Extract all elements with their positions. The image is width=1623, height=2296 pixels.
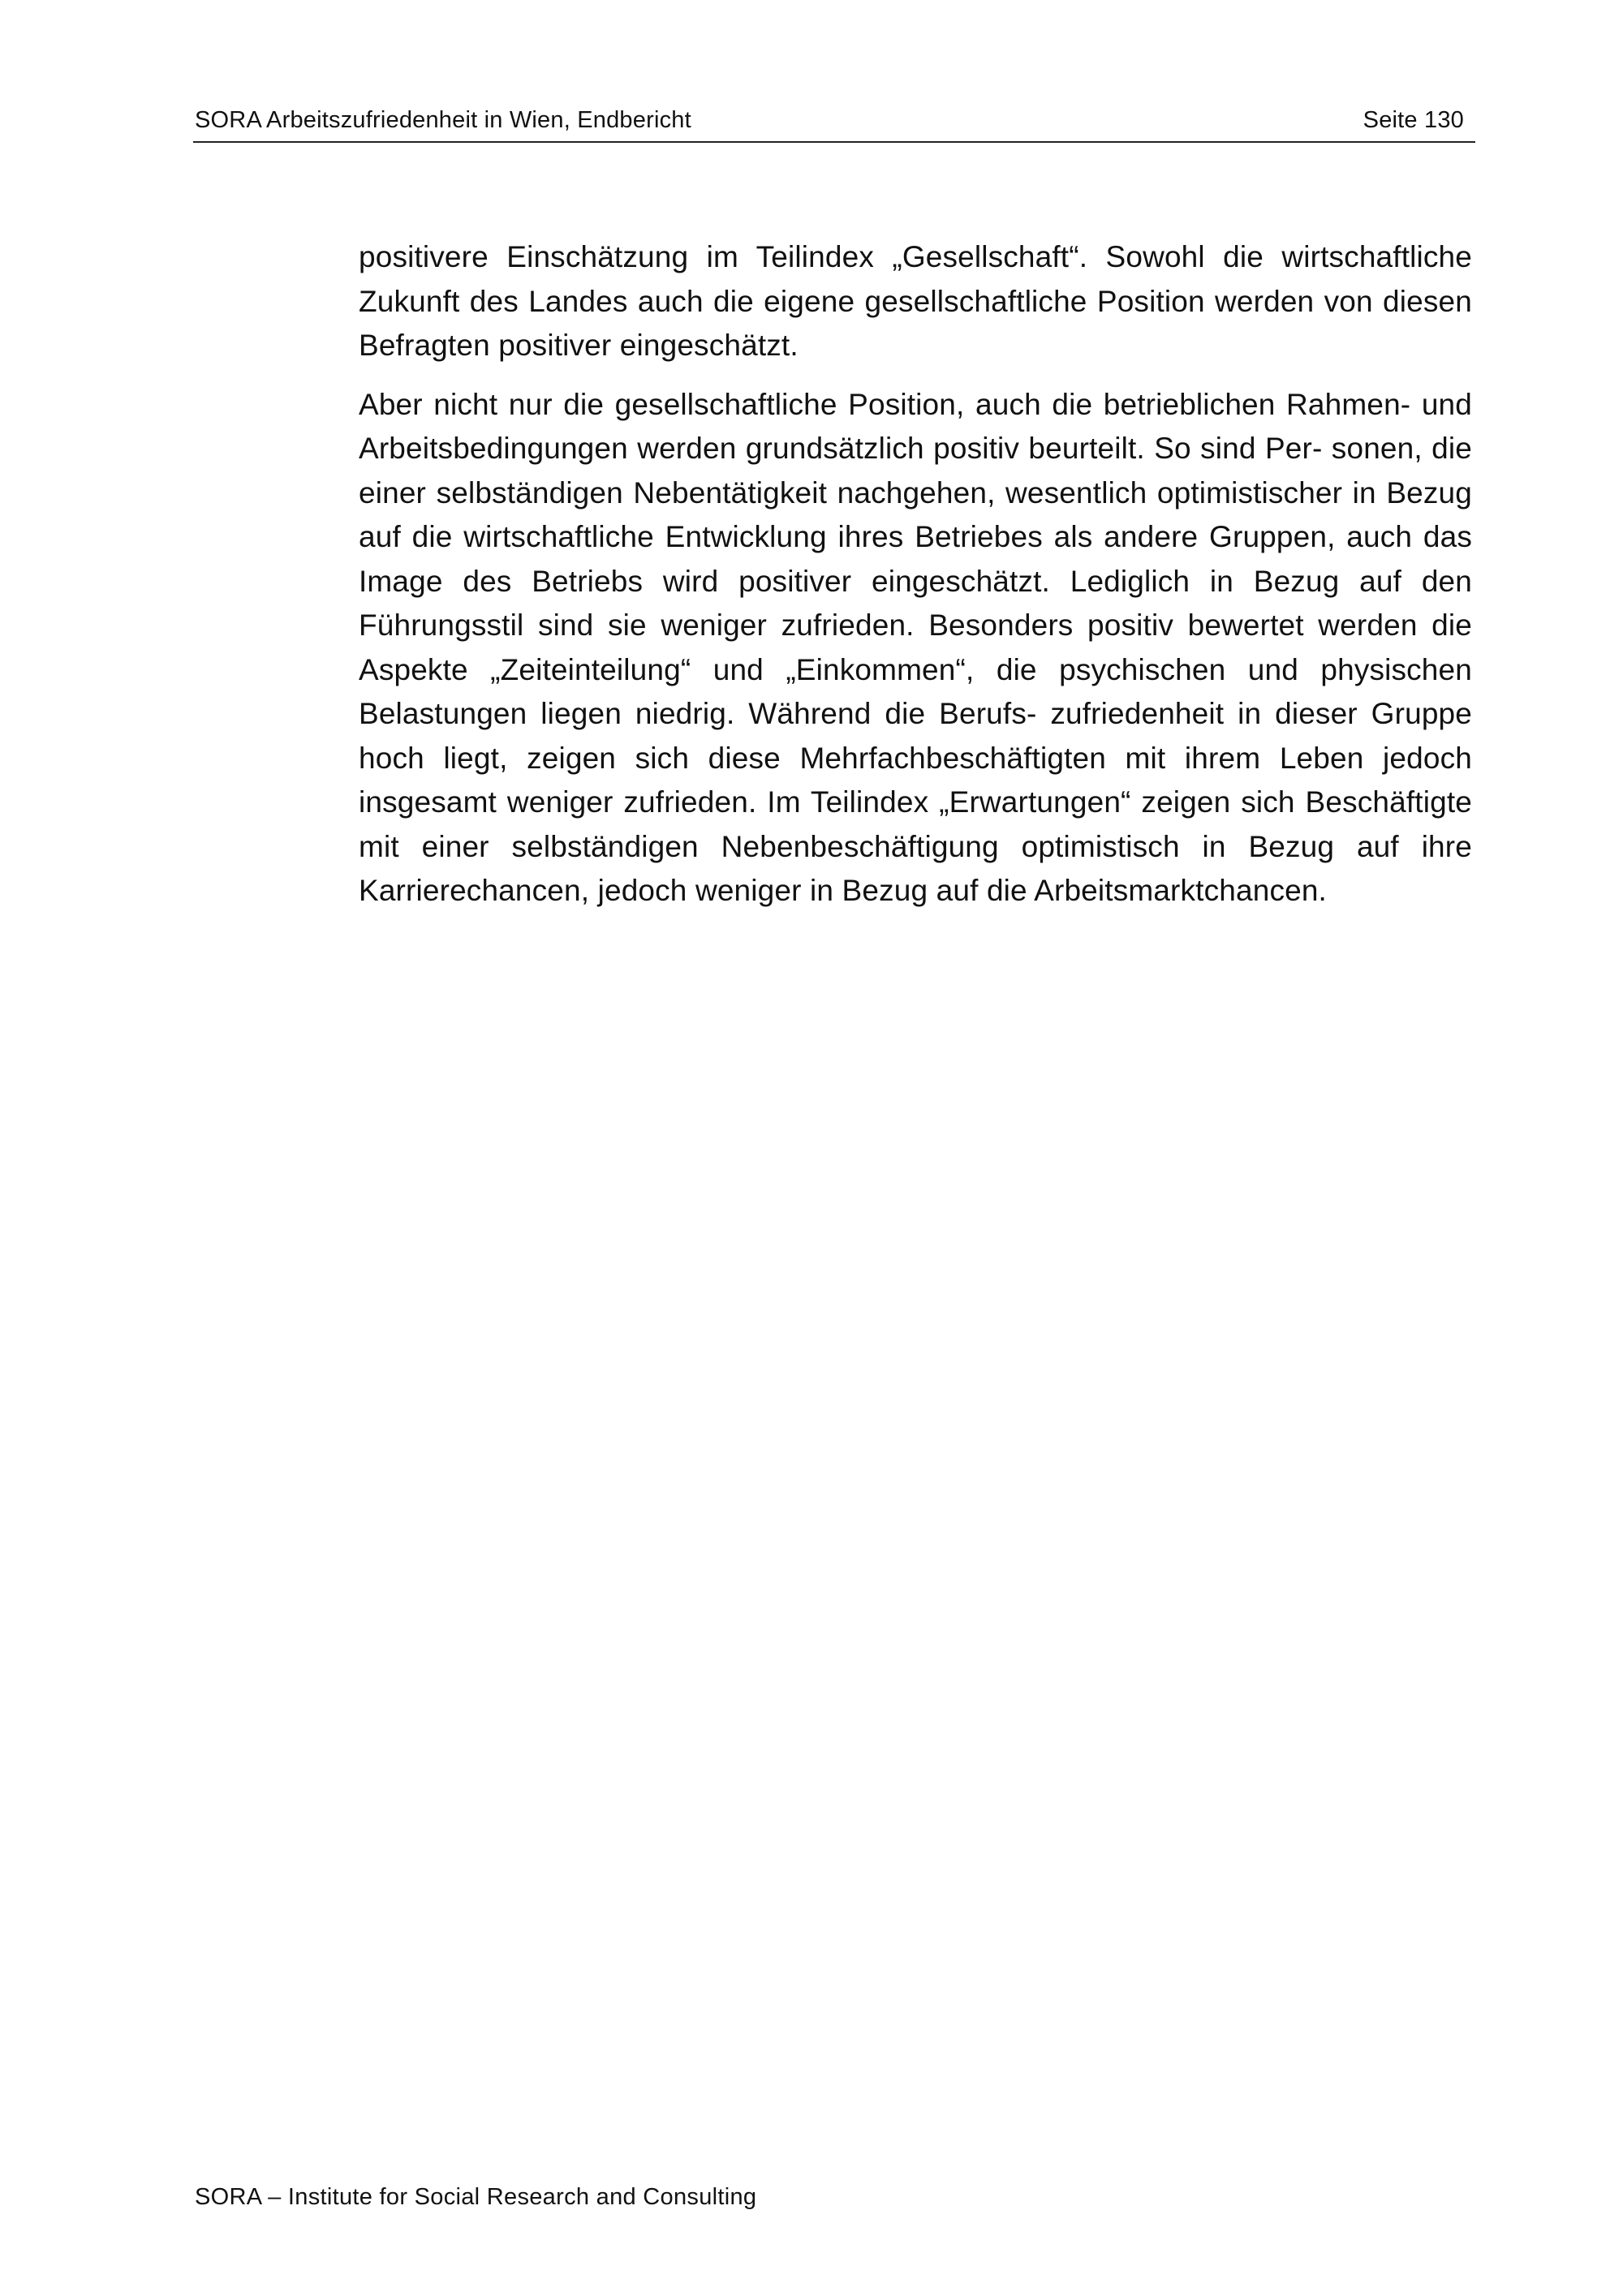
paragraph-2: Aber nicht nur die gesellschaftliche Position, auch die betrieblichen Rahmen- und Arbeitsbedingungen werden grundsätzlich positiv beurteilt. So sind Per- sonen, die einer selbständigen Nebentätigkeit nachgehen, wesentlich optimistischer in Bezug auf die wirtschaftliche Entwicklung ihres Betriebes als andere Gruppen, auch das Image des Betriebs wird positiver eingeschätzt. Lediglich in Bezug auf den Führungsstil sind sie weniger zufrieden. Besonders positiv bewertet werden die Aspekte „Zeiteinteilung“ und „Einkommen“, die psychischen und physischen Belastungen liegen niedrig. Während die Berufs- zufriedenheit in dieser Gruppe hoch liegt, zeigen sich diese Mehrfachbeschäftigten mit ihrem Leben jedoch insgesamt weniger zufrieden. Im Teilindex „Erwartungen“ zeigen sich Beschäftigte mit einer selbständigen Nebenbeschäftigung optimistisch in Bezug auf ihre Karrierechancen, jedoch weniger in Bezug auf die Arbeitsmarktchancen. — [359, 387, 1472, 907]
main-body — [359, 235, 1472, 928]
page-number: Seite 130 — [1363, 107, 1464, 133]
page-header — [193, 104, 1475, 143]
paragraph-1: positivere Einschätzung im Teilindex „Gesellschaft“. Sowohl die wirtschaftliche Zukunft des Landes auch die eigene gesellschaftliche Position werden von diesen Befragten positiver eingeschätzt. — [359, 240, 1472, 362]
page-footer: SORA – Institute for Social Research and Consulting — [195, 2184, 757, 2210]
header-title: SORA Arbeitszufriedenheit in Wien, Endbericht — [195, 107, 691, 133]
